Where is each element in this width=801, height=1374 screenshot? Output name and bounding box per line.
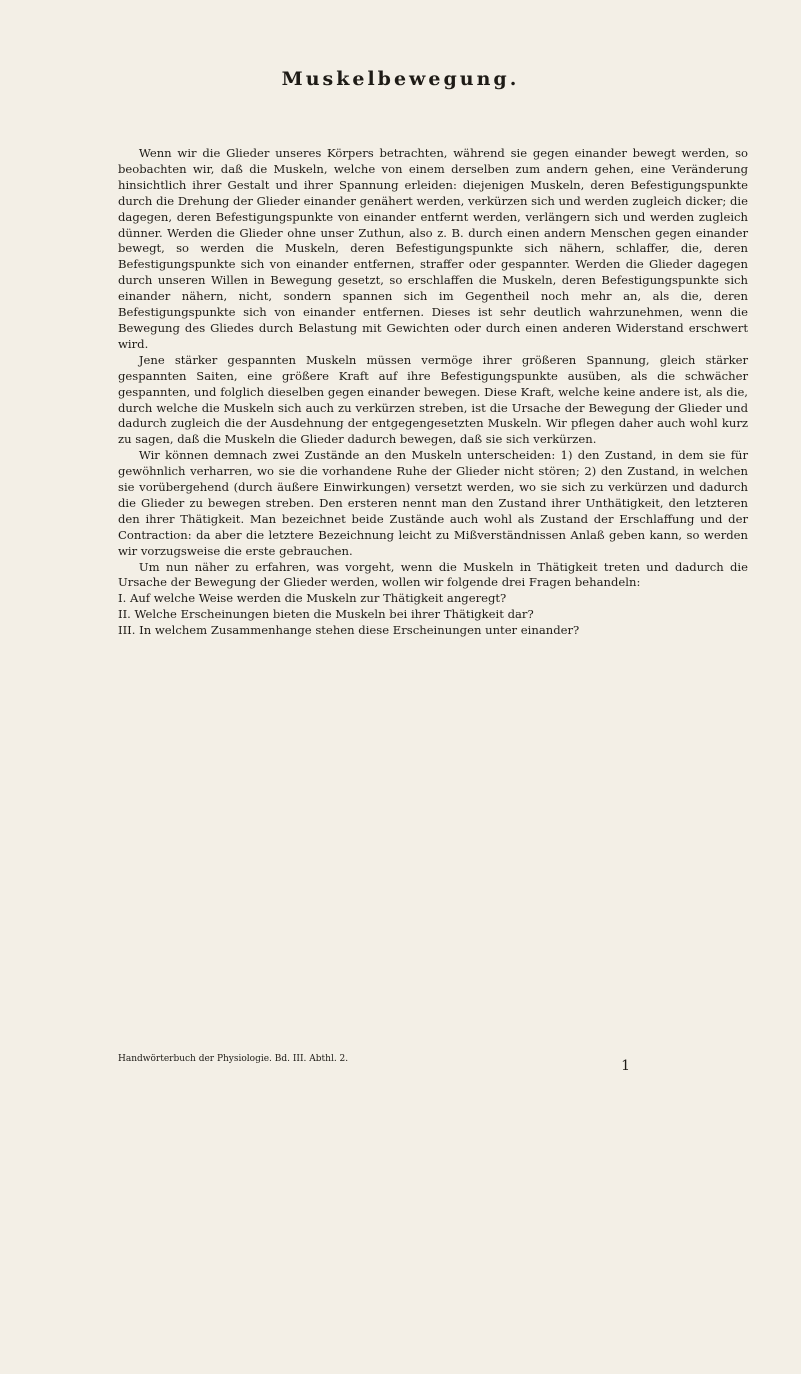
question-list bbox=[118, 591, 748, 639]
signature-mark: 1 bbox=[621, 1058, 630, 1074]
paragraph: Wir können demnach zwei Zustände an den Muskeln unterscheiden: 1) den Zustand, in dem sie für gewöhnlich verharren, wo sie die vorhandene Ruhe der Glieder nicht stören; 2) den Zustand, in welchen sie vorübergehend (durch äußere Einwirkungen) versetzt werden, wo sie sich zu verkürzen und dadurch die Glieder zu bewegen streben. Den ersteren nennt man den Zustand ihrer Unthätigkeit, den letzteren den ihrer Thätigkeit. Man bezeichnet beide Zustände auch wohl als Zustand der Erschlaffung und der Contraction: da aber die letztere Bezeichnung leicht zu Mißverständnissen Anlaß geben kann, so werden wir vorzugsweise die erste gebrauchen. bbox=[118, 448, 748, 558]
question-item: II. Welche Erscheinungen bieten die Muskeln bei ihrer Thätigkeit dar? bbox=[118, 607, 534, 622]
paragraph: Um nun näher zu erfahren, was vorgeht, wenn die Muskeln in Thätigkeit treten und dadurch die Ursache der Bewegung der Glieder werden, wollen wir folgende drei Fragen behandeln: bbox=[118, 559, 748, 590]
page-title: Muskelbewegung. bbox=[281, 68, 520, 90]
paragraph: Wenn wir die Glieder unseres Körpers betrachten, während sie gegen einander bewegt werden, so beobachten wir, daß die Muskeln, welche von einem derselben zum andern gehen, eine Veränderung hinsichtlich ihrer Gestalt und ihrer Spannung erleiden: diejenigen Muskeln, deren Befestigungspunkte durch die Drehung der Glieder einander genähert werden, verkürzen sich und werden zugleich dicker; die dagegen, deren Befestigungspunkte von einander entfernt werden, verlängern sich und werden zugleich dünner. Werden die Glieder ohne unser Zuthun, also z. B. durch einen andern Menschen gegen einander bewegt, so werden die Muskeln, deren Befestigungspunkte sich nähern, schlaffer, die, deren Befestigungspunkte sich von einander entfernen, straffer oder gespannter. Werden die Glieder dagegen durch unseren Willen in Bewegung gesetzt, so erschlaffen die Muskeln, deren Befestigungspunkte sich einander nähern, nicht, sondern spannen sich im Gegentheil noch mehr an, als die, deren Befestigungspunkte sich von einander entfernen. Dieses ist sehr deutlich wahrzunehmen, wenn die Bewegung des Gliedes durch Belastung mit Gewichten oder durch einen anderen Widerstand erschwert wird. bbox=[118, 146, 748, 351]
page-footer bbox=[118, 1054, 748, 1074]
body-text bbox=[118, 146, 748, 639]
footer-reference: Handwörterbuch der Physiologie. Bd. III. Abthl. 2. bbox=[118, 1054, 349, 1064]
question-item: I. Auf welche Weise werden die Muskeln zur Thätigkeit angeregt? bbox=[118, 591, 507, 606]
question-item: III. In welchem Zusammenhange stehen diese Erscheinungen unter einander? bbox=[118, 623, 580, 638]
paragraph: Jene stärker gespannten Muskeln müssen vermöge ihrer größeren Spannung, gleich stärker gespannten Saiten, eine größere Kraft auf ihre Befestigungspunkte ausüben, als die schwächer gespannten, und folglich dieselben gegen einander bewegen. Diese Kraft, welche keine andere ist, als die, durch welche die Muskeln sich auch zu verkürzen streben, ist die Ursache der Bewegung der Glieder und dadurch zugleich die der Ausdehnung der entgegengesetzten Muskeln. Wir pflegen daher auch wohl kurz zu sagen, daß die Muskeln die Glieder dadurch bewegen, daß sie sich verkürzen. bbox=[118, 352, 748, 447]
